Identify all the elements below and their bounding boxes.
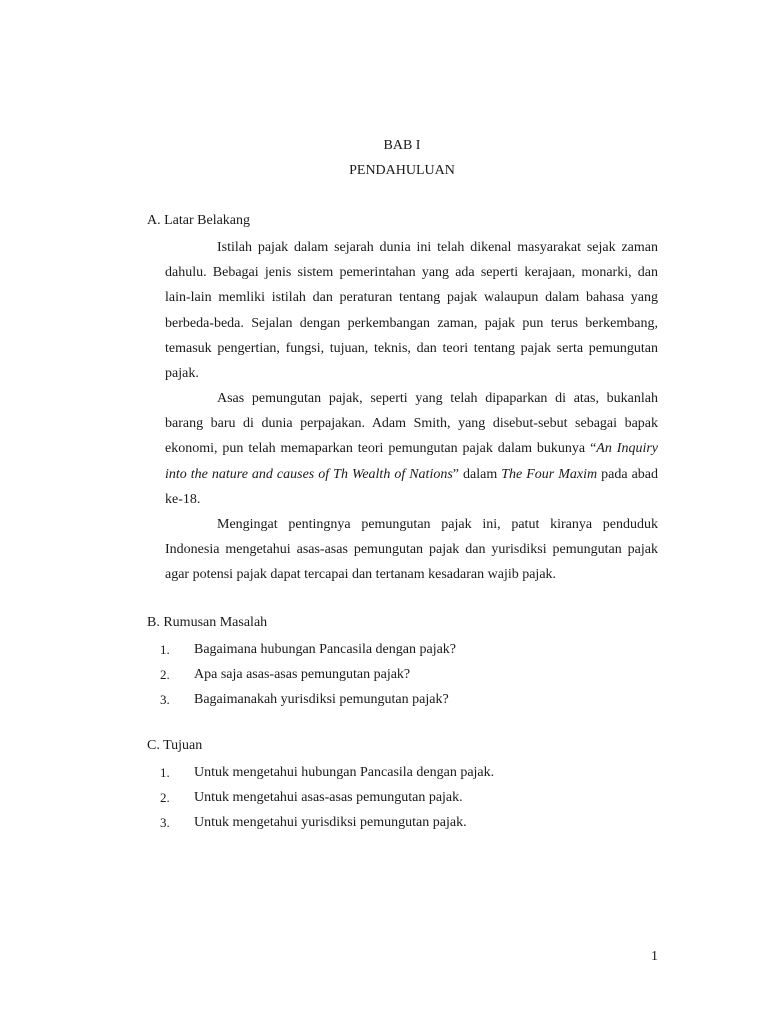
- list-text: Bagaimanakah yurisdiksi pemungutan pajak?: [194, 692, 449, 707]
- paragraph-2-text-c: pada abad ke-18.: [165, 466, 658, 507]
- list-number: 3.: [160, 815, 170, 830]
- list-text: Bagaimana hubungan Pancasila dengan pajak?: [194, 642, 457, 657]
- list-text: Untuk mengetahui yurisdiksi pemungutan pajak.: [194, 815, 467, 830]
- list-text: Untuk mengetahui hubungan Pancasila dengan pajak.: [194, 765, 495, 780]
- book-title: An Inquiry into the nature and causes of Th Wealth of Nations: [165, 441, 659, 482]
- list-number: 2.: [160, 667, 170, 682]
- list-text: Apa saja asas-asas pemungutan pajak?: [194, 667, 411, 682]
- paragraph-2-text-b: ” dalam: [452, 466, 502, 482]
- section-c-heading: C. Tujuan: [147, 738, 203, 753]
- paragraph-2-text-a: Asas pemungutan pajak, seperti yang telah dipaparkan di atas, bukanlah barang baru di dunia perpajakan. Adam Smith, yang disebut-sebut sebagai bapak ekonomi, pun telah memaparkan teori pemungutan pajak dalam bukunya “: [165, 391, 658, 457]
- chapter-label: BAB I: [383, 138, 421, 153]
- background-paragraph-2: [165, 386, 658, 512]
- paragraph-3-text: Mengingat pentingnya pemungutan pajak ini, patut kiranya penduduk Indonesia mengetahui asas-asas pemungutan pajak dan yurisdiksi pemungutan pajak agar potensi pajak dapat tercapai dan tertanam kesadaran wajib pajak.: [165, 517, 658, 583]
- list-number: 1.: [160, 642, 170, 657]
- list-number: 3.: [160, 692, 170, 707]
- maxim-title: The Four Maxim: [501, 466, 598, 482]
- list-text: Untuk mengetahui asas-asas pemungutan pajak.: [194, 790, 463, 805]
- page-number: 1: [651, 949, 658, 964]
- background-paragraph-3: [165, 512, 658, 588]
- list-number: 2.: [160, 790, 170, 805]
- section-a-heading: A. Latar Belakang: [147, 213, 251, 228]
- section-b-heading: B. Rumusan Masalah: [147, 615, 268, 630]
- background-paragraph-1: [165, 235, 658, 386]
- list-number: 1.: [160, 765, 170, 780]
- chapter-title: PENDAHULUAN: [349, 163, 455, 178]
- paragraph-1-text: Istilah pajak dalam sejarah dunia ini telah dikenal masyarakat sejak zaman dahulu. Bebagai jenis sistem pemerintahan yang ada seperti kerajaan, monarki, dan lain-lain memliki istilah dan peraturan tentang pajak walaupun dalam bahasa yang berbeda-beda. Sejalan dengan perkembangan zaman, pajak pun terus berkembang, temasuk pengertian, fungsi, tujuan, teknis, dan teori tentang pajak serta pemungutan pajak.: [165, 240, 658, 382]
